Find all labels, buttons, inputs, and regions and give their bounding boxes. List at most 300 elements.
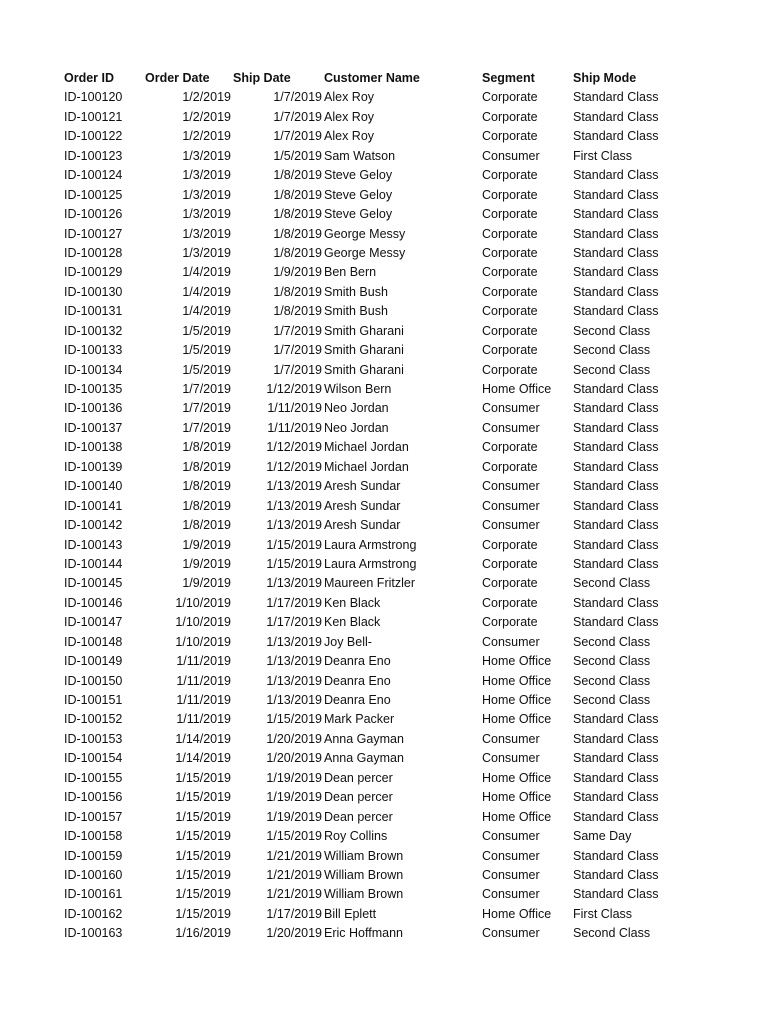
ship-date-cell: 1/20/2019: [266, 731, 322, 746]
ship-mode-cell: Second Class: [573, 576, 651, 591]
segment-cell: Corporate: [482, 207, 538, 222]
ship-date-cell: 1/11/2019: [267, 401, 322, 416]
customer-name-cell: Maureen Fritzler: [324, 576, 415, 591]
segment-cell: Home Office: [482, 654, 552, 669]
customer-name-cell: Dean percer: [324, 809, 393, 824]
ship-date-cell: 1/19/2019: [266, 809, 322, 824]
table-row: [0, 322, 768, 341]
segment-cell: Consumer: [482, 479, 540, 494]
segment-cell: Consumer: [482, 401, 540, 416]
order-id-cell: ID-100149: [64, 654, 123, 669]
ship-mode-cell: Standard Class: [573, 129, 659, 144]
ship-mode-cell: Standard Class: [573, 867, 659, 882]
ship-mode-cell: First Class: [573, 906, 633, 921]
ship-date-cell: 1/7/2019: [273, 129, 322, 144]
segment-cell: Home Office: [482, 770, 552, 785]
ship-date-cell: 1/8/2019: [273, 207, 322, 222]
ship-date-cell: 1/13/2019: [266, 634, 322, 649]
order-date-cell: 1/9/2019: [182, 556, 231, 571]
ship-date-cell: 1/20/2019: [266, 926, 322, 941]
ship-date-cell: 1/11/2019: [267, 420, 322, 435]
ship-date-cell: 1/8/2019: [273, 304, 322, 319]
customer-name-cell: Steve Geloy: [324, 187, 393, 202]
customer-name-cell: Alex Roy: [324, 129, 375, 144]
customer-name-cell: Aresh Sundar: [324, 498, 401, 513]
customer-name-cell: Deanra Eno: [324, 673, 391, 688]
order-date-cell: 1/11/2019: [176, 693, 231, 707]
order-date-cell: 1/11/2019: [176, 712, 231, 727]
table-row: [0, 574, 768, 593]
table-row: [0, 536, 768, 555]
segment-cell: Corporate: [482, 537, 538, 552]
segment-cell: Corporate: [482, 343, 538, 358]
customer-name-cell: Neo Jordan: [324, 420, 389, 435]
ship-mode-cell: Standard Class: [573, 595, 659, 610]
table-row: [0, 88, 768, 107]
ship-mode-cell: Standard Class: [573, 537, 659, 552]
ship-date-cell: 1/7/2019: [273, 362, 322, 377]
ship-date-cell: 1/8/2019: [273, 284, 322, 299]
order-id-cell: ID-100127: [64, 226, 123, 241]
table-row: [0, 808, 768, 827]
ship-mode-cell: Second Class: [573, 926, 651, 941]
table-row: [0, 788, 768, 807]
segment-cell: Consumer: [482, 518, 540, 533]
order-id-cell: ID-100160: [64, 867, 123, 882]
ship-mode-cell: Standard Class: [573, 245, 659, 260]
order-date-cell: 1/5/2019: [182, 362, 231, 377]
table-row: [0, 885, 768, 904]
customer-name-cell: Steve Geloy: [324, 207, 393, 222]
customer-name-cell: Mark Packer: [324, 712, 395, 727]
order-date-cell: 1/5/2019: [182, 343, 231, 358]
order-id-cell: ID-100144: [64, 556, 123, 571]
order-id-cell: ID-100121: [64, 109, 123, 124]
customer-name-cell: Alex Roy: [324, 109, 375, 124]
customer-name-cell: George Messy: [324, 226, 406, 241]
segment-cell: Consumer: [482, 829, 540, 844]
order-date-cell: 1/8/2019: [182, 479, 231, 494]
customer-name-cell: Dean percer: [324, 770, 393, 785]
ship-mode-cell: Standard Class: [573, 168, 659, 183]
customer-name-cell: Sam Watson: [324, 148, 396, 163]
table-row: [0, 127, 768, 146]
order-id-cell: ID-100125: [64, 187, 123, 202]
customer-name-cell: Laura Armstrong: [324, 556, 417, 571]
ship-mode-cell: Standard Class: [573, 751, 659, 766]
customer-name-cell: William Brown: [324, 887, 404, 902]
table-row: [0, 847, 768, 866]
customer-name-cell: Neo Jordan: [324, 401, 389, 416]
ship-date-cell: 1/13/2019: [266, 479, 322, 494]
customer-name-cell: Aresh Sundar: [324, 518, 401, 533]
orders-table: [0, 69, 768, 944]
customer-name-cell: William Brown: [324, 867, 404, 882]
header-segment: Segment: [482, 71, 535, 85]
order-date-cell: 1/14/2019: [175, 751, 231, 766]
customer-name-cell: Smith Bush: [324, 284, 388, 299]
table-row: [0, 691, 768, 710]
customer-name-cell: Deanra Eno: [324, 654, 391, 669]
table-row: [0, 866, 768, 885]
segment-cell: Home Office: [482, 809, 552, 824]
table-row: [0, 633, 768, 652]
segment-cell: Consumer: [482, 498, 540, 513]
ship-mode-cell: Standard Class: [573, 265, 659, 280]
ship-mode-cell: Standard Class: [573, 90, 659, 105]
order-date-cell: 1/3/2019: [182, 226, 231, 241]
customer-name-cell: Ben Bern: [324, 265, 377, 280]
table-row: [0, 710, 768, 729]
order-date-cell: 1/14/2019: [175, 731, 231, 746]
order-date-cell: 1/7/2019: [182, 420, 231, 435]
segment-cell: Corporate: [482, 556, 538, 571]
table-body: [0, 88, 768, 943]
segment-cell: Corporate: [482, 284, 538, 299]
ship-date-cell: 1/12/2019: [266, 440, 322, 455]
table-row: [0, 399, 768, 418]
segment-cell: Consumer: [482, 867, 540, 882]
ship-mode-cell: Standard Class: [573, 207, 659, 222]
ship-date-cell: 1/13/2019: [266, 693, 322, 707]
customer-name-cell: Joy Bell-: [324, 634, 372, 649]
ship-date-cell: 1/15/2019: [266, 712, 322, 727]
order-date-cell: 1/3/2019: [182, 148, 231, 163]
table-row: [0, 749, 768, 768]
customer-name-cell: Deanra Eno: [324, 693, 391, 707]
order-id-cell: ID-100137: [64, 420, 123, 435]
ship-date-cell: 1/8/2019: [273, 226, 322, 241]
ship-date-cell: 1/13/2019: [266, 498, 322, 513]
order-date-cell: 1/8/2019: [182, 440, 231, 455]
order-id-cell: ID-100138: [64, 440, 123, 455]
segment-cell: Consumer: [482, 887, 540, 902]
order-date-cell: 1/11/2019: [176, 654, 231, 669]
segment-cell: Consumer: [482, 731, 540, 746]
table-row: [0, 769, 768, 788]
table-row: [0, 477, 768, 496]
ship-mode-cell: Standard Class: [573, 304, 659, 319]
segment-cell: Corporate: [482, 168, 538, 183]
customer-name-cell: Wilson Bern: [324, 382, 392, 396]
ship-mode-cell: Standard Class: [573, 109, 659, 124]
order-id-cell: ID-100152: [64, 712, 123, 727]
ship-mode-cell: Standard Class: [573, 187, 659, 202]
segment-cell: Corporate: [482, 265, 538, 280]
table-row: [0, 147, 768, 166]
order-date-cell: 1/15/2019: [175, 848, 231, 863]
order-id-cell: ID-100155: [64, 770, 123, 785]
header-ship-date: Ship Date: [233, 71, 291, 85]
order-date-cell: 1/10/2019: [175, 595, 231, 610]
order-id-cell: ID-100154: [64, 751, 123, 766]
ship-date-cell: 1/13/2019: [266, 576, 322, 591]
segment-cell: Corporate: [482, 576, 538, 591]
order-date-cell: 1/15/2019: [175, 829, 231, 844]
ship-mode-cell: Standard Class: [573, 440, 659, 455]
segment-cell: Consumer: [482, 848, 540, 863]
ship-mode-cell: Standard Class: [573, 556, 659, 571]
order-date-cell: 1/15/2019: [175, 770, 231, 785]
ship-mode-cell: Standard Class: [573, 790, 659, 805]
ship-mode-cell: Standard Class: [573, 615, 659, 630]
order-id-cell: ID-100141: [64, 498, 123, 513]
order-id-cell: ID-100156: [64, 790, 123, 805]
table-row: [0, 244, 768, 263]
segment-cell: Home Office: [482, 673, 552, 688]
customer-name-cell: Laura Armstrong: [324, 537, 417, 552]
ship-date-cell: 1/15/2019: [266, 556, 322, 571]
ship-mode-cell: Second Class: [573, 323, 651, 338]
order-id-cell: ID-100148: [64, 634, 123, 649]
ship-date-cell: 1/21/2019: [266, 848, 322, 863]
order-id-cell: ID-100142: [64, 518, 123, 533]
table-row: [0, 594, 768, 613]
ship-date-cell: 1/21/2019: [266, 887, 322, 902]
customer-name-cell: Smith Gharani: [324, 323, 404, 338]
ship-date-cell: 1/20/2019: [266, 751, 322, 766]
segment-cell: Consumer: [482, 634, 540, 649]
order-id-cell: ID-100129: [64, 265, 123, 280]
segment-cell: Corporate: [482, 304, 538, 319]
segment-cell: Home Office: [482, 906, 552, 921]
ship-mode-cell: Second Class: [573, 693, 651, 707]
table-row: [0, 419, 768, 438]
order-date-cell: 1/2/2019: [182, 90, 231, 105]
customer-name-cell: Anna Gayman: [324, 731, 404, 746]
header-ship-mode: Ship Mode: [573, 71, 637, 85]
order-id-cell: ID-100163: [64, 926, 123, 941]
order-date-cell: 1/8/2019: [182, 498, 231, 513]
ship-date-cell: 1/8/2019: [273, 168, 322, 183]
table-row: [0, 497, 768, 516]
ship-date-cell: 1/7/2019: [273, 343, 322, 358]
customer-name-cell: Smith Gharani: [324, 362, 404, 377]
order-id-cell: ID-100130: [64, 284, 123, 299]
ship-date-cell: 1/9/2019: [273, 265, 322, 280]
customer-name-cell: Bill Eplett: [324, 906, 377, 921]
segment-cell: Corporate: [482, 226, 538, 241]
table-row: [0, 672, 768, 691]
ship-mode-cell: Second Class: [573, 343, 651, 358]
order-id-cell: ID-100150: [64, 673, 123, 688]
segment-cell: Consumer: [482, 751, 540, 766]
ship-mode-cell: Standard Class: [573, 498, 659, 513]
order-id-cell: ID-100123: [64, 148, 123, 163]
order-date-cell: 1/3/2019: [182, 245, 231, 260]
ship-mode-cell: Second Class: [573, 634, 651, 649]
ship-mode-cell: Standard Class: [573, 420, 659, 435]
segment-cell: Corporate: [482, 187, 538, 202]
order-date-cell: 1/16/2019: [175, 926, 231, 941]
customer-name-cell: Aresh Sundar: [324, 479, 401, 494]
order-date-cell: 1/4/2019: [182, 284, 231, 299]
customer-name-cell: Ken Black: [324, 615, 381, 630]
order-id-cell: ID-100136: [64, 401, 123, 416]
ship-mode-cell: Standard Class: [573, 712, 659, 727]
ship-date-cell: 1/17/2019: [266, 906, 322, 921]
table-row: [0, 924, 768, 943]
ship-mode-cell: Standard Class: [573, 479, 659, 494]
segment-cell: Home Office: [482, 693, 552, 707]
order-date-cell: 1/10/2019: [175, 634, 231, 649]
table-row: [0, 166, 768, 185]
order-date-cell: 1/3/2019: [182, 168, 231, 183]
customer-name-cell: Ken Black: [324, 595, 381, 610]
segment-cell: Corporate: [482, 440, 538, 455]
ship-mode-cell: Second Class: [573, 362, 651, 377]
order-date-cell: 1/3/2019: [182, 187, 231, 202]
segment-cell: Corporate: [482, 615, 538, 630]
ship-date-cell: 1/13/2019: [266, 654, 322, 669]
ship-mode-cell: Standard Class: [573, 731, 659, 746]
segment-cell: Consumer: [482, 420, 540, 435]
order-date-cell: 1/15/2019: [175, 867, 231, 882]
segment-cell: Home Office: [482, 712, 552, 727]
table-row: [0, 205, 768, 224]
order-date-cell: 1/7/2019: [182, 401, 231, 416]
order-id-cell: ID-100132: [64, 323, 123, 338]
table-row: [0, 108, 768, 127]
customer-name-cell: Anna Gayman: [324, 751, 404, 766]
ship-date-cell: 1/5/2019: [273, 148, 322, 163]
order-date-cell: 1/7/2019: [182, 382, 231, 396]
order-id-cell: ID-100128: [64, 245, 123, 260]
ship-mode-cell: Second Class: [573, 654, 651, 669]
order-date-cell: 1/3/2019: [182, 207, 231, 222]
ship-date-cell: 1/13/2019: [266, 673, 322, 688]
order-id-cell: ID-100151: [64, 693, 123, 707]
order-date-cell: 1/11/2019: [176, 673, 231, 688]
order-date-cell: 1/5/2019: [182, 323, 231, 338]
customer-name-cell: Dean percer: [324, 790, 393, 805]
order-date-cell: 1/4/2019: [182, 265, 231, 280]
order-id-cell: ID-100134: [64, 362, 123, 377]
header-order-id: Order ID: [64, 71, 115, 85]
segment-cell: Corporate: [482, 459, 538, 474]
customer-name-cell: Eric Hoffmann: [324, 926, 403, 941]
ship-date-cell: 1/15/2019: [266, 829, 322, 844]
order-id-cell: ID-100124: [64, 168, 123, 183]
order-id-cell: ID-100122: [64, 129, 123, 144]
segment-cell: Corporate: [482, 109, 538, 124]
order-id-cell: ID-100145: [64, 576, 123, 591]
segment-cell: Corporate: [482, 323, 538, 338]
order-date-cell: 1/4/2019: [182, 304, 231, 319]
order-id-cell: ID-100158: [64, 829, 123, 844]
order-id-cell: ID-100126: [64, 207, 123, 222]
table-row: [0, 263, 768, 282]
table-row: [0, 905, 768, 924]
table-row: [0, 380, 768, 399]
order-date-cell: 1/15/2019: [175, 887, 231, 902]
segment-cell: Corporate: [482, 90, 538, 105]
customer-name-cell: Steve Geloy: [324, 168, 393, 183]
ship-mode-cell: Standard Class: [573, 382, 659, 396]
order-id-cell: ID-100146: [64, 595, 123, 610]
segment-cell: Corporate: [482, 362, 538, 377]
order-date-cell: 1/2/2019: [182, 129, 231, 144]
ship-mode-cell: Second Class: [573, 673, 651, 688]
table-row: [0, 827, 768, 846]
ship-date-cell: 1/8/2019: [273, 245, 322, 260]
ship-mode-cell: First Class: [573, 148, 633, 163]
table-row: [0, 730, 768, 749]
order-id-cell: ID-100162: [64, 906, 123, 921]
segment-cell: Consumer: [482, 148, 540, 163]
order-date-cell: 1/8/2019: [182, 518, 231, 533]
segment-cell: Home Office: [482, 382, 552, 396]
segment-cell: Home Office: [482, 790, 552, 805]
customer-name-cell: Michael Jordan: [324, 440, 409, 455]
ship-mode-cell: Standard Class: [573, 809, 659, 824]
order-date-cell: 1/9/2019: [182, 537, 231, 552]
customer-name-cell: George Messy: [324, 245, 406, 260]
ship-mode-cell: Standard Class: [573, 518, 659, 533]
order-id-cell: ID-100143: [64, 537, 123, 552]
ship-mode-cell: Standard Class: [573, 401, 659, 416]
segment-cell: Corporate: [482, 595, 538, 610]
customer-name-cell: William Brown: [324, 848, 404, 863]
segment-cell: Corporate: [482, 245, 538, 260]
table-row: [0, 361, 768, 380]
segment-cell: Corporate: [482, 129, 538, 144]
ship-mode-cell: Same Day: [573, 829, 632, 844]
ship-date-cell: 1/21/2019: [266, 867, 322, 882]
table-row: [0, 341, 768, 360]
ship-mode-cell: Standard Class: [573, 459, 659, 474]
customer-name-cell: Smith Bush: [324, 304, 388, 319]
ship-date-cell: 1/15/2019: [266, 537, 322, 552]
order-id-cell: ID-100140: [64, 479, 123, 494]
header-customer-name: Customer Name: [324, 71, 420, 85]
header-row: [0, 69, 768, 88]
order-date-cell: 1/9/2019: [182, 576, 231, 591]
order-id-cell: ID-100120: [64, 90, 123, 105]
customer-name-cell: Alex Roy: [324, 90, 375, 105]
order-id-cell: ID-100161: [64, 887, 123, 902]
table-row: [0, 186, 768, 205]
table-row: [0, 516, 768, 535]
table-row: [0, 555, 768, 574]
customer-name-cell: Roy Collins: [324, 829, 388, 844]
order-id-cell: ID-100147: [64, 615, 123, 630]
table-row: [0, 283, 768, 302]
ship-date-cell: 1/17/2019: [266, 615, 322, 630]
ship-mode-cell: Standard Class: [573, 226, 659, 241]
order-date-cell: 1/10/2019: [175, 615, 231, 630]
ship-date-cell: 1/7/2019: [273, 323, 322, 338]
table-row: [0, 438, 768, 457]
header-order-date: Order Date: [145, 71, 210, 85]
table-row: [0, 225, 768, 244]
ship-mode-cell: Standard Class: [573, 770, 659, 785]
ship-mode-cell: Standard Class: [573, 284, 659, 299]
order-id-cell: ID-100157: [64, 809, 123, 824]
order-id-cell: ID-100135: [64, 382, 123, 396]
order-id-cell: ID-100131: [64, 304, 123, 319]
table-row: [0, 652, 768, 671]
ship-date-cell: 1/19/2019: [266, 790, 322, 805]
customer-name-cell: Michael Jordan: [324, 459, 409, 474]
segment-cell: Consumer: [482, 926, 540, 941]
table-row: [0, 302, 768, 321]
order-date-cell: 1/15/2019: [175, 906, 231, 921]
ship-date-cell: 1/12/2019: [266, 382, 322, 396]
ship-date-cell: 1/12/2019: [266, 459, 322, 474]
customer-name-cell: Smith Gharani: [324, 343, 404, 358]
ship-date-cell: 1/13/2019: [266, 518, 322, 533]
